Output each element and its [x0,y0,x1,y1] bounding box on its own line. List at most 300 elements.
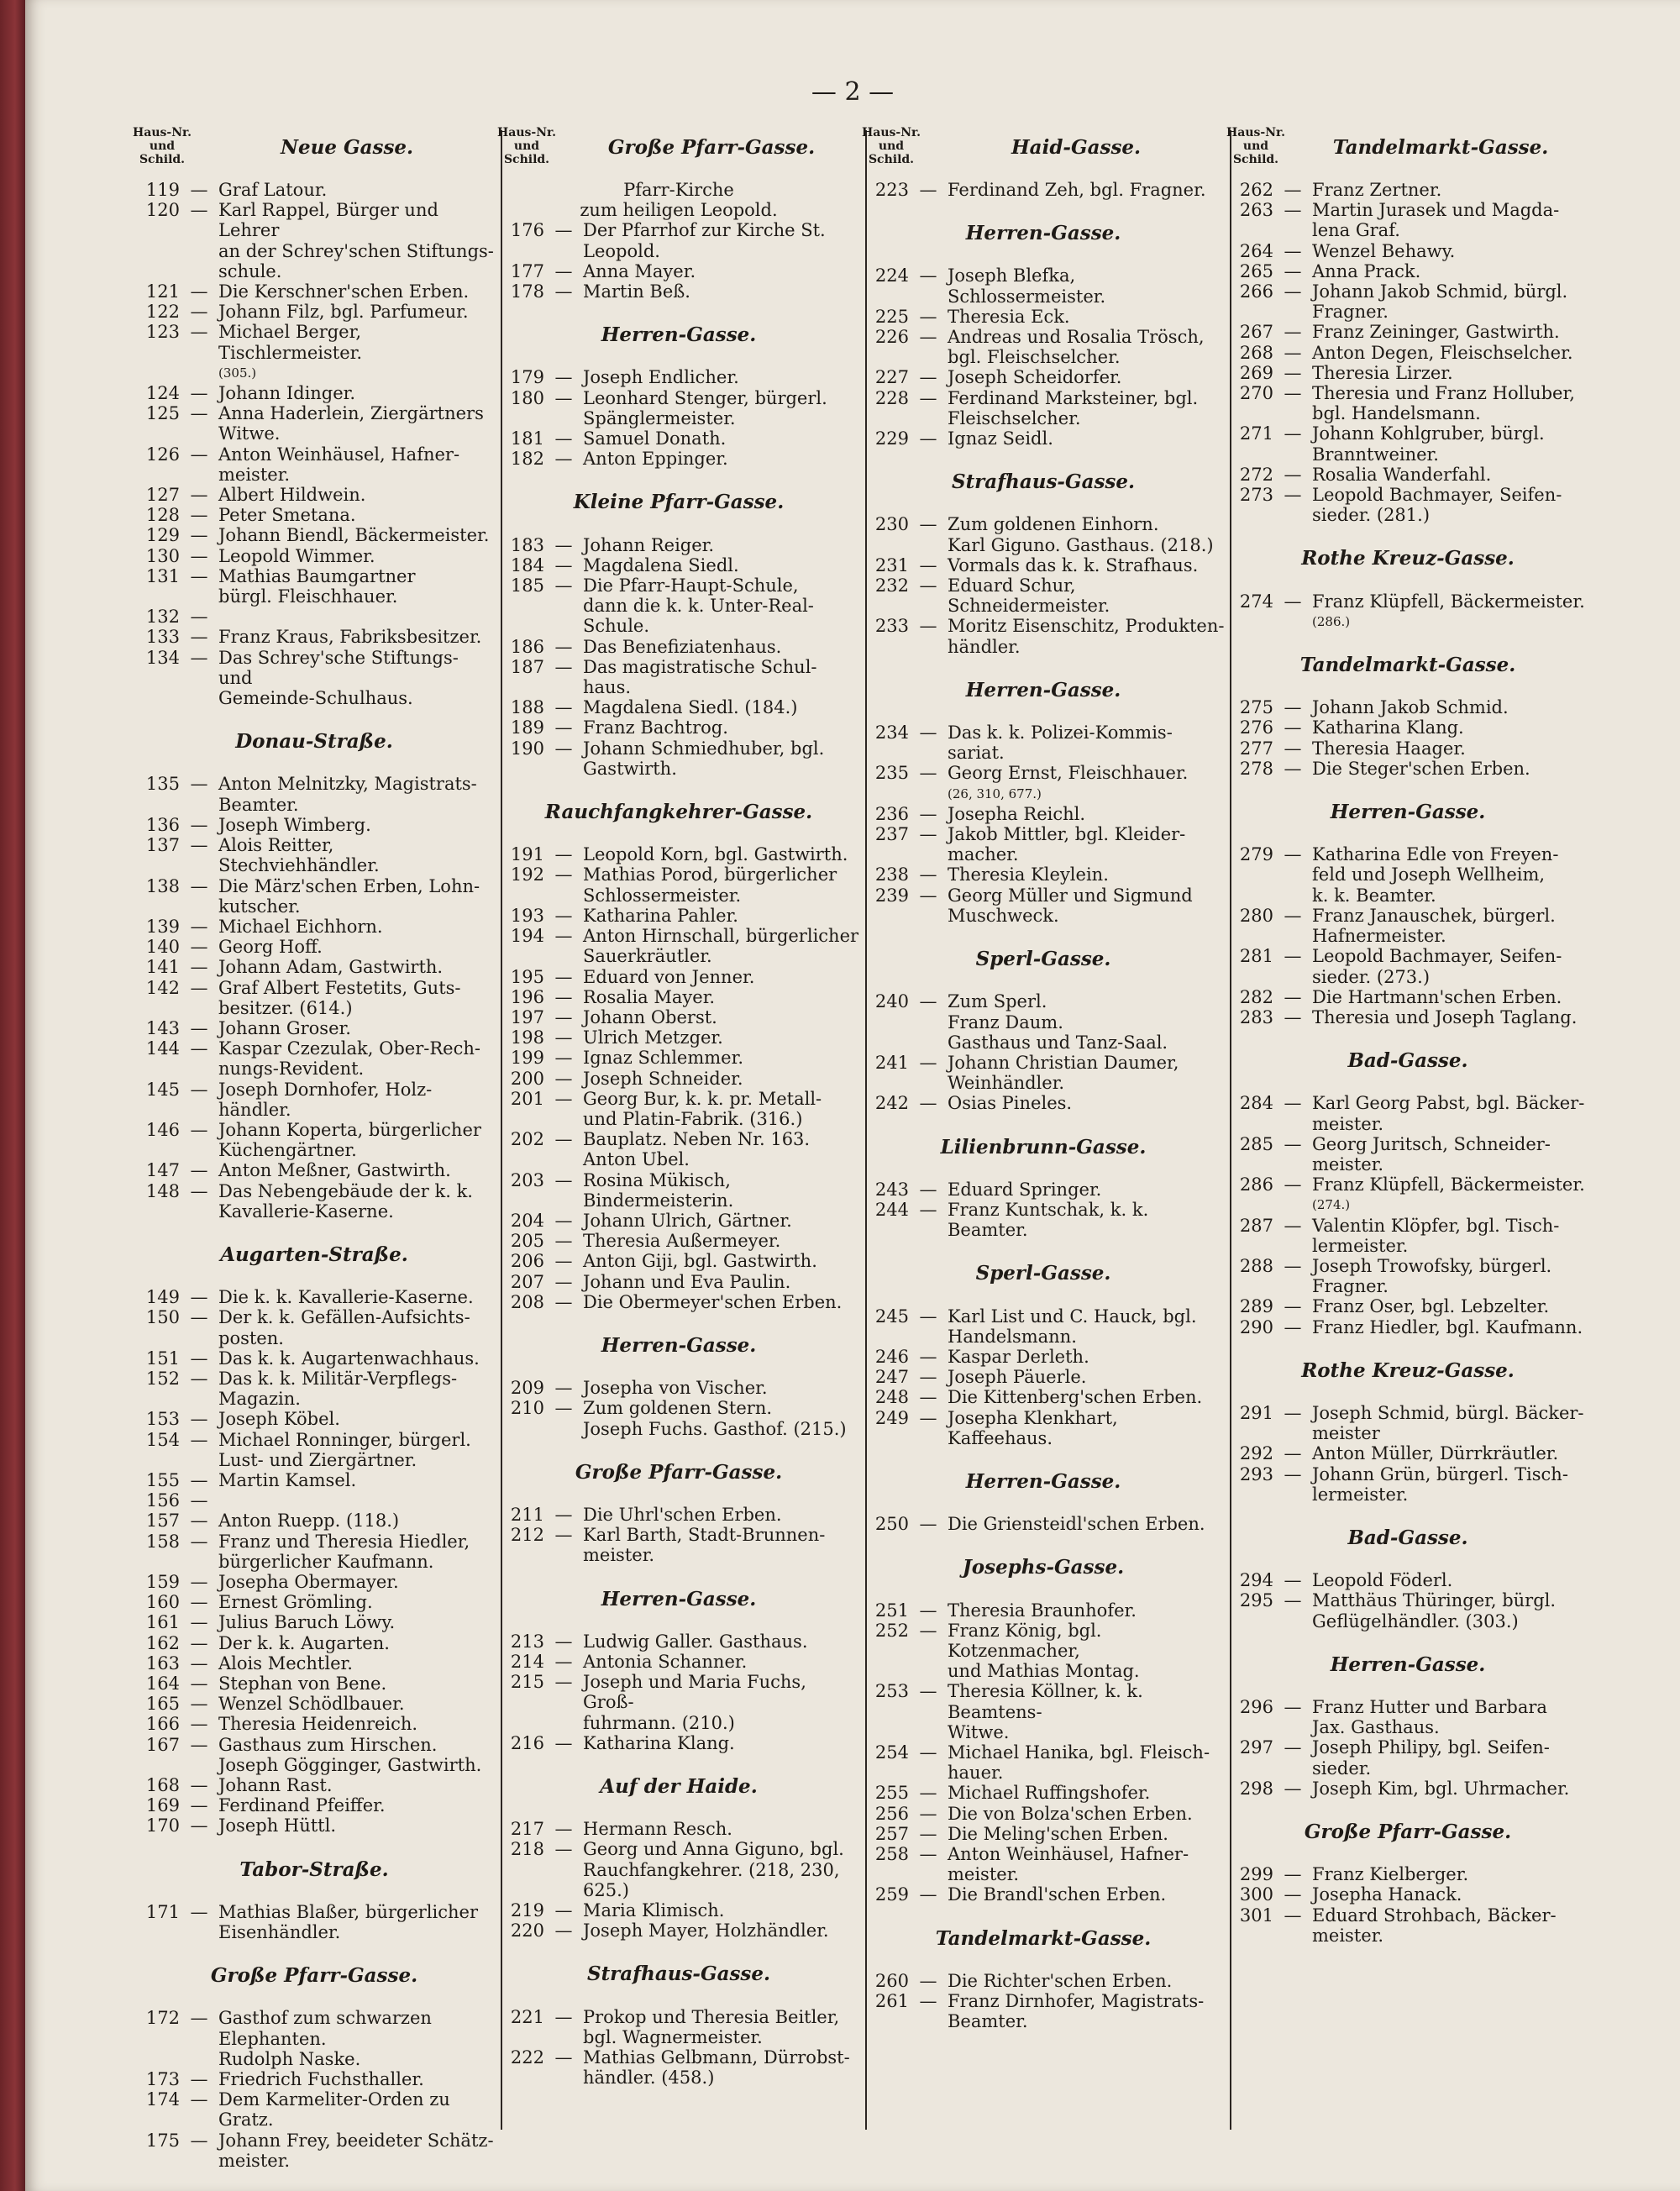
house-entry [497,220,860,260]
entry-dash: — [190,1469,208,1490]
entry-dash: — [554,864,573,885]
house-entry [1226,200,1589,240]
entry-dash: — [919,864,937,885]
house-number: 143 [145,1017,180,1038]
house-number: 167 [145,1734,180,1755]
owner-line: Josepha von Vischer. [583,1378,768,1399]
house-entry [497,1089,860,1129]
house-number: 152 [145,1368,180,1389]
column-header [133,126,496,180]
owner-line: Franz Klüpfell, Bäckermeister. [1312,1174,1585,1195]
entry-dash: — [554,1129,573,1150]
house-entry [497,987,860,1007]
owner-line: Franz Kraus, Fabriksbesitzer. [218,627,482,648]
haus-nr-label: Haus-Nr. und Schild. [1226,126,1285,166]
owner-line: Joseph Endlicher. [583,367,739,388]
entry-dash: — [919,514,937,535]
entry-dash: — [190,525,208,546]
owner-text [218,1815,496,1836]
owner-text [948,1408,1225,1448]
owner-text [948,1200,1225,1240]
house-entry [862,1783,1225,1803]
owner-line: Leopold Korn, bgl. Gastwirth. [583,844,848,865]
owner-text [218,322,496,383]
house-number: 156 [145,1490,180,1511]
owner-line: Julius Baruch Löwy. [218,1612,396,1633]
street-heading: Große Pfarr-Gasse. [607,136,816,159]
entry-dash: — [190,1287,208,1308]
house-entry [497,1652,860,1672]
owner-text [583,555,860,575]
owner-line: Ignaz Seidl. [948,428,1053,449]
house-number: 289 [1239,1296,1273,1317]
owner-text [1312,1443,1589,1463]
house-entry [133,1815,496,1836]
owner-line: Wenzel Schödlbauer. [218,1694,405,1715]
house-entry [133,2008,496,2069]
house-number: 169 [145,1795,180,1816]
house-number: 216 [510,1732,544,1753]
house-number: 195 [510,966,544,987]
owner-text [583,1211,860,1231]
house-entry [1226,1007,1589,1027]
house-entry [497,1398,860,1438]
owner-line: Anton Hirnschall, bürgerlicher [583,926,859,947]
entry-dash: — [190,485,208,506]
owner-line: Karl Giguno. Gasthaus. (218.) [948,534,1214,555]
street-heading: Herren-Gasse. [601,1587,757,1610]
house-entry [862,1387,1225,1407]
house-entry [497,738,860,779]
entry-dash: — [554,1398,573,1419]
owner-text [218,648,496,709]
owner-line: kutscher. [218,896,301,917]
entry-dash: — [190,647,208,668]
owner-line: Matthäus Thüringer, bürgl. [1312,1590,1557,1611]
owner-line: Peter Smetana. [218,505,356,526]
house-number: 125 [145,403,180,424]
house-entry [497,1292,860,1312]
owner-line: Anna Mayer. [583,260,696,281]
house-number: 263 [1239,200,1273,221]
owner-line: Franz König, bgl. Kotzenmacher, [948,1620,1102,1661]
entry-dash: — [919,1407,937,1428]
owner-text [583,1272,860,1292]
entry-dash: — [919,1884,937,1905]
entry-dash: — [919,1823,937,1844]
house-entry [133,1902,496,1942]
owner-line: Andreas und Rosalia Trösch, [948,327,1205,348]
house-entry [133,1348,496,1369]
owner-text [218,1409,496,1429]
entry-dash: — [190,2089,208,2110]
house-entry [1226,1779,1589,1799]
owner-line: Georg und Anna Giguno, bgl. [583,1839,844,1860]
house-number: 218 [510,1839,544,1860]
house-number: 295 [1239,1590,1273,1611]
owner-line: Die Kittenberg'schen Erben. [948,1387,1203,1408]
house-number: 163 [145,1652,180,1673]
owner-text [583,1292,860,1312]
house-entry [133,1633,496,1653]
owner-line: bgl. Wagnermeister. [583,2026,763,2047]
owner-text [583,1048,860,1068]
entry-dash: — [919,1346,937,1367]
entry-dash: — [1284,322,1302,343]
house-entry [133,322,496,383]
owner-text [1312,343,1589,363]
owner-line: Joseph Päuerle. [948,1367,1087,1388]
house-number: 215 [510,1672,544,1693]
house-number: 141 [145,957,180,978]
owner-line: meister. [583,1545,655,1566]
entry-dash: — [554,367,573,388]
directory-column-2 [497,126,860,2088]
entry-dash: — [190,1652,208,1673]
house-number: 136 [145,814,180,835]
entry-dash: — [190,505,208,526]
house-number: 123 [145,322,180,343]
owner-line: Anna Haderlein, Ziergärtners [218,403,484,424]
owner-line: Franz Hutter und Barbara [1312,1696,1547,1717]
owner-line: Ulrich Metzger. [583,1027,723,1048]
owner-line: händler. (458.) [583,2068,715,2089]
owner-line: Die Brandl'schen Erben. [948,1884,1167,1905]
owner-text [583,1839,860,1900]
owner-line: Die Pfarr-Haupt-Schule, [583,575,799,596]
house-entry [862,1093,1225,1113]
owner-line: Zum goldenen Einhorn. [948,514,1159,535]
house-number: 119 [145,180,180,200]
owner-text [1312,281,1589,322]
entry-dash: — [1284,1590,1302,1611]
house-number: 166 [145,1714,180,1735]
entry-dash: — [1284,200,1302,221]
entry-dash: — [190,1673,208,1694]
owner-line: Moritz Eisenschitz, Produkten- [948,616,1225,637]
owner-line: Georg Müller und Sigmund [948,885,1193,906]
house-entry [133,1714,496,1734]
owner-line: Theresia und Joseph Taglang. [1312,1006,1578,1027]
owner-line: Das k. k. Militär-Verpflegs- [218,1368,458,1389]
house-number: 172 [145,2008,180,2029]
owner-text [948,885,1225,926]
street-heading: Herren-Gasse. [965,1469,1121,1493]
owner-line: Die Obermeyer'schen Erben. [583,1291,843,1312]
owner-line: Eduard Springer. [948,1179,1102,1200]
owner-line: Anton Meßner, Gastwirth. [218,1160,451,1181]
street-heading: Tandelmarkt-Gasse. [935,1926,1152,1950]
house-number: 153 [145,1409,180,1430]
owner-text [948,1367,1225,1387]
owner-text [948,1844,1225,1884]
house-number: 213 [510,1631,544,1652]
owner-text [218,302,496,322]
owner-line: Wenzel Behawy. [1312,240,1456,261]
house-number: 121 [145,281,180,302]
house-number: 294 [1239,1570,1273,1591]
house-entry [497,926,860,966]
house-entry [133,1673,496,1694]
street-heading: Haid-Gasse. [1011,136,1142,159]
street-heading: Neue Gasse. [280,136,414,159]
house-number: 269 [1239,362,1273,383]
house-number: 170 [145,1815,180,1836]
owner-line: Anton Degen, Fleischselcher. [1312,342,1573,363]
house-entry [1226,1570,1589,1590]
owner-text [218,2069,496,2089]
house-entry [862,1621,1225,1682]
house-entry [862,763,1225,803]
owner-text [1312,1256,1589,1296]
owner-line: Michael Ronninger, bürgerl. [218,1429,471,1450]
house-number: 225 [874,306,909,327]
owner-line: Georg Ernst, Fleischhauer. [948,763,1189,784]
house-number: 150 [145,1307,180,1328]
owner-line: Alois Mechtler. [218,1652,353,1673]
entry-dash: — [554,1231,573,1252]
house-number: 184 [510,554,544,575]
house-number: 127 [145,485,180,506]
owner-text [583,926,860,966]
owner-text [218,1592,496,1612]
house-entry [1226,1256,1589,1296]
owner-text [948,722,1225,763]
house-number: 191 [510,844,544,865]
entry-dash: — [554,1900,573,1921]
house-number: 230 [874,514,909,535]
house-number: 135 [145,774,180,795]
street-heading: Strafhaus-Gasse. [951,470,1136,494]
house-entry [497,1505,860,1525]
house-entry [133,566,496,607]
entry-dash: — [1284,844,1302,865]
house-number: 155 [145,1469,180,1490]
owner-line: Theresia Heidenreich. [218,1714,418,1735]
entry-dash: — [1284,1905,1302,1926]
street-heading: Sperl-Gasse. [975,1262,1111,1285]
owner-text [1312,322,1589,342]
house-number: 227 [874,367,909,388]
house-number: 188 [510,697,544,718]
owner-text [218,444,496,485]
house-number: 271 [1239,423,1273,444]
entry-dash: — [554,1210,573,1231]
street-heading: Tandelmarkt-Gasse. [1332,136,1549,159]
owner-line: Katharina Klang. [583,1732,735,1753]
owner-text [1312,465,1589,485]
house-number: 193 [510,905,544,926]
owner-line: Leonhard Stenger, bürgerl. [583,387,827,408]
house-entry [1226,322,1589,342]
street-heading: Augarten-Straße. [220,1243,408,1266]
house-number: 209 [510,1378,544,1399]
owner-line: Johann Biendl, Bäckermeister. [218,525,490,546]
owner-text [218,525,496,545]
entry-dash: — [190,835,208,856]
owner-line: Leopold. [583,240,660,261]
house-number: 161 [145,1612,180,1633]
street-heading: Herren-Gasse. [601,323,757,347]
owner-line: händler. [218,1099,291,1120]
owner-text [218,1348,496,1369]
entry-dash: — [1284,697,1302,718]
house-number: 262 [1239,180,1273,200]
owner-text [948,1053,1225,1093]
house-number: 253 [874,1681,909,1702]
entry-dash: — [919,1367,937,1388]
owner-text [583,1819,860,1839]
house-entry [1226,697,1589,717]
house-entry [862,616,1225,656]
owner-text [218,1490,496,1511]
owner-text [583,844,860,864]
house-number: 133 [145,627,180,648]
house-entry [497,1048,860,1068]
entry-dash: — [554,554,573,575]
house-number: 267 [1239,322,1273,343]
owner-line: Johann Schmiedhuber, bgl. [583,738,825,759]
owner-text [948,1783,1225,1803]
owner-line: Valentin Klöpfer, bgl. Tisch- [1312,1215,1560,1236]
owner-line: Das k. k. Polizei-Kommis- [948,722,1173,743]
entry-dash: — [190,814,208,835]
owner-line: Gratz. [218,2110,274,2131]
house-entry [133,505,496,525]
owner-text [218,1038,496,1079]
owner-line: Spänglermeister. [583,407,736,428]
book-binding [0,0,25,2191]
owner-text [1312,363,1589,383]
haus-nr-label: Haus-Nr. und Schild. [133,126,192,166]
house-entry [497,1733,860,1753]
owner-line: Lust- und Ziergärtner. [218,1449,417,1470]
house-entry [497,1920,860,1941]
house-entry [862,265,1225,306]
owner-line: Johann Reiger. [583,534,715,555]
owner-text [218,505,496,525]
entry-dash: — [1284,1696,1302,1717]
house-entry [133,1470,496,1490]
house-number: 296 [1239,1696,1273,1717]
owner-line: Alois Reitter, Stechviehhändler. [218,835,380,876]
entry-dash: — [1284,1402,1302,1423]
owner-text [583,864,860,905]
owner-text [218,1532,496,1572]
owner-line: Franz Kielberger. [1312,1864,1469,1885]
entry-dash: — [1284,485,1302,506]
house-number: 264 [1239,240,1273,261]
house-entry [1226,738,1589,759]
owner-line: schule. [218,260,282,281]
owner-text [218,485,496,505]
street-heading: Auf der Haide. [600,1775,758,1798]
owner-text [218,835,496,875]
owner-line: bgl. Fleischselcher. [948,347,1121,368]
house-number: 275 [1239,697,1273,718]
house-number: 129 [145,525,180,546]
owner-line: Ignaz Schlemmer. [583,1048,743,1069]
owner-text [1312,261,1589,281]
entry-dash: — [919,1600,937,1621]
house-entry [497,428,860,449]
house-number: 236 [874,803,909,824]
entry-dash: — [1284,1133,1302,1154]
owner-text [218,1511,496,1531]
owner-line: Josepha Hanack. [1312,1884,1462,1905]
entry-dash: — [919,265,937,286]
owner-line: Kavallerie-Kaserne. [218,1201,394,1222]
house-number: 194 [510,926,544,947]
house-number: 158 [145,1531,180,1552]
entry-dash: — [190,2069,208,2090]
owner-text [1312,987,1589,1007]
owner-line: Jakob Mittler, bgl. Kleider- [948,824,1186,845]
house-entry [1226,485,1589,525]
house-number: 279 [1239,844,1273,865]
house-number: 224 [874,265,909,286]
owner-text [1312,844,1589,906]
owner-text [1312,906,1589,946]
owner-text [1312,1697,1589,1737]
house-number: 144 [145,1038,180,1059]
owner-line: Joseph Gögginger, Gastwirth. [218,1754,482,1775]
entry-dash: — [554,636,573,657]
house-number: 175 [145,2130,180,2151]
house-entry [862,1971,1225,1991]
house-entry [133,1038,496,1079]
street-heading: Herren-Gasse. [1330,1652,1486,1676]
entry-dash: — [919,1991,937,2012]
owner-line: Witwe. [948,1721,1010,1742]
owner-line: Franz Kuntschak, k. k. Beamter. [948,1199,1149,1241]
owner-line: Johann Frey, beeideter Schätz- [218,2130,494,2151]
entry-dash: — [919,327,937,348]
house-entry [497,535,860,555]
owner-line: Theresia Köllner, k. k. Beamtens- [948,1681,1143,1722]
entry-dash: — [190,937,208,958]
owner-line: Rosina Mükisch, Bindermeisterin. [583,1169,734,1211]
house-number: 162 [145,1632,180,1653]
house-entry [497,657,860,697]
house-number: 199 [510,1048,544,1069]
owner-text [218,937,496,957]
house-number: 160 [145,1592,180,1613]
house-number: 145 [145,1079,180,1100]
owner-line: sariat. [948,743,1005,764]
house-number: 128 [145,505,180,526]
owner-line: Die von Bolza'schen Erben. [948,1803,1193,1824]
entry-dash: — [1284,1296,1302,1317]
entry-dash: — [919,1199,937,1220]
house-number: 277 [1239,738,1273,759]
owner-line: Katharina Edle von Freyen- [1312,844,1559,865]
house-entry [1226,1737,1589,1778]
owner-text [948,1306,1225,1347]
owner-line: bgl. Handelsmann. [1312,403,1481,424]
entry-dash: — [190,1815,208,1836]
entry-dash: — [190,1409,208,1430]
owner-text [948,388,1225,428]
owner-text [218,978,496,1018]
owner-text [1312,1570,1589,1590]
entry-dash: — [1284,383,1302,404]
owner-text [948,616,1225,656]
owner-line: Beamter. [218,794,299,815]
house-number: 245 [874,1306,909,1327]
street-heading: Große Pfarr-Gasse. [575,1460,783,1484]
owner-text [948,804,1225,824]
